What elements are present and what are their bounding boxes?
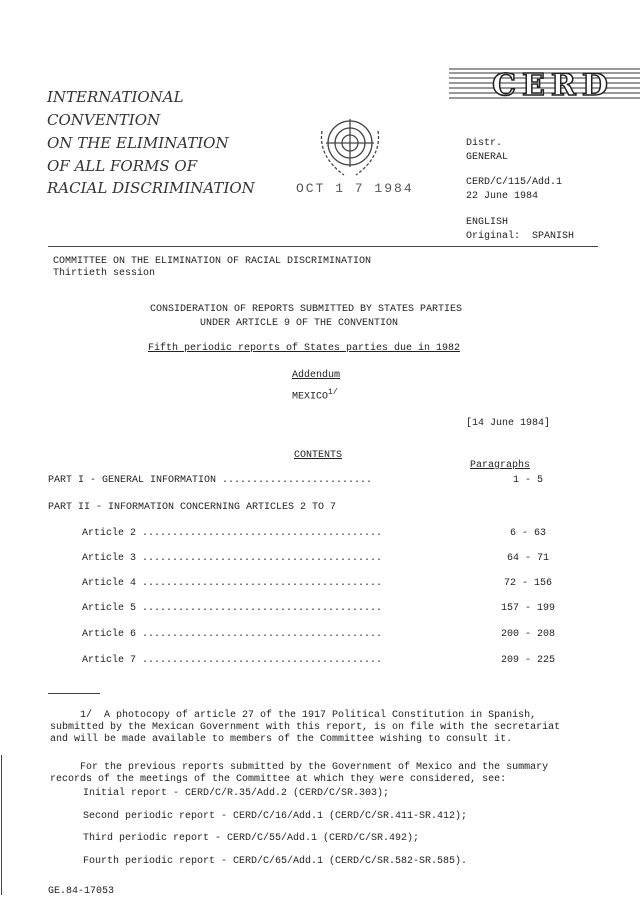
title-line: UNDER ARTICLE 9 OF THE CONVENTION <box>200 318 399 329</box>
toc-row <box>48 528 588 542</box>
convention-line: RACIAL DISCRIMINATION <box>47 179 255 197</box>
distribution: GENERAL <box>466 152 509 163</box>
footnote-1-line: and will be made available to members of the Committee wishing to consult it. <box>50 734 513 745</box>
country: MEXICO <box>292 391 329 403</box>
addendum-heading: Addendum <box>292 370 341 381</box>
footnote-ref[interactable]: 1/ <box>328 388 338 397</box>
toc-label: Article 4 ........................................ <box>82 578 383 589</box>
toc-paragraphs: 64 - 71 <box>506 553 549 564</box>
toc-row <box>48 655 588 669</box>
toc-label: Article 5 ........................................ <box>82 603 383 614</box>
toc-label: Article 3 ........................................ <box>82 553 383 564</box>
toc-row <box>48 502 588 516</box>
toc-row <box>48 578 588 592</box>
toc-label: PART I - GENERAL INFORMATION ......................... <box>48 475 373 486</box>
toc-paragraphs: 209 - 225 <box>500 655 555 666</box>
job-number: GE.84-17053 <box>48 886 115 897</box>
distr-label: Distr. <box>466 138 503 149</box>
previous-report: Fourth periodic report - CERD/C/65/Add.1 (CERD/C/SR.582-SR.585). <box>83 856 468 867</box>
original-language: Original: SPANISH <box>466 231 575 242</box>
document-date: 22 June 1984 <box>466 191 539 202</box>
paragraphs-heading: Paragraphs <box>470 460 531 471</box>
subtitle: Fifth periodic reports of States parties due in 1982 <box>148 343 461 354</box>
footnote-divider <box>48 693 100 694</box>
convention-line: INTERNATIONAL <box>47 88 184 106</box>
header-divider <box>48 246 598 247</box>
country-heading <box>292 388 338 402</box>
toc-label: Article 6 ........................................ <box>82 629 383 640</box>
toc-label: PART II - INFORMATION CONCERNING ARTICLES 2 TO 7 <box>48 502 337 513</box>
footnote-1-line: 1/ A photocopy of article 27 of the 1917 Political Constitution in Spanish, <box>50 710 537 721</box>
previous-report: Initial report - CERD/C/R.35/Add.2 (CERD/C/SR.303); <box>83 788 390 799</box>
toc-label: Article 2 ........................................ <box>82 528 383 539</box>
toc-paragraphs: 6 - 63 <box>509 528 546 539</box>
received-stamp: OCT 1 7 1984 <box>296 181 414 196</box>
previous-report: Second periodic report - CERD/C/16/Add.1 (CERD/C/SR.411-SR.412); <box>83 811 468 822</box>
footnote-1-line: submitted by the Mexican Government with this report, is on file with the secretariat <box>50 722 561 733</box>
previous-report: Third periodic report - CERD/C/55/Add.1 (CERD/C/SR.492); <box>83 833 420 844</box>
addendum-date: [14 June 1984] <box>466 418 551 429</box>
margin-mark <box>1 755 2 895</box>
toc-row <box>48 553 588 567</box>
cerd-logo <box>425 52 633 103</box>
svg-text:CERD: CERD <box>492 68 614 103</box>
toc-paragraphs: 72 - 156 <box>503 578 552 589</box>
document-symbol: CERD/C/115/Add.1 <box>466 177 563 188</box>
toc-row <box>48 629 588 643</box>
toc-paragraphs: 1 - 5 <box>512 475 543 486</box>
convention-line: CONVENTION <box>47 111 161 129</box>
previous-reports-line: For the previous reports submitted by the Government of Mexico and the summary <box>50 762 549 773</box>
language: ENGLISH <box>466 217 509 228</box>
session: Thirtieth session <box>53 268 156 279</box>
contents-heading: CONTENTS <box>294 450 343 461</box>
toc-row <box>48 475 588 489</box>
toc-row <box>48 603 588 617</box>
title-line: CONSIDERATION OF REPORTS SUBMITTED BY STATES PARTIES <box>150 304 463 315</box>
previous-reports-line: records of the meetings of the Committee at which they were considered, see: <box>50 774 507 785</box>
convention-line: OF ALL FORMS OF <box>47 157 198 175</box>
convention-line: ON THE ELIMINATION <box>47 134 229 152</box>
toc-paragraphs: 157 - 199 <box>500 603 555 614</box>
toc-label: Article 7 ........................................ <box>82 655 383 666</box>
toc-paragraphs: 200 - 208 <box>500 629 555 640</box>
committee-name: COMMITTEE ON THE ELIMINATION OF RACIAL DISCRIMINATION <box>53 256 372 267</box>
